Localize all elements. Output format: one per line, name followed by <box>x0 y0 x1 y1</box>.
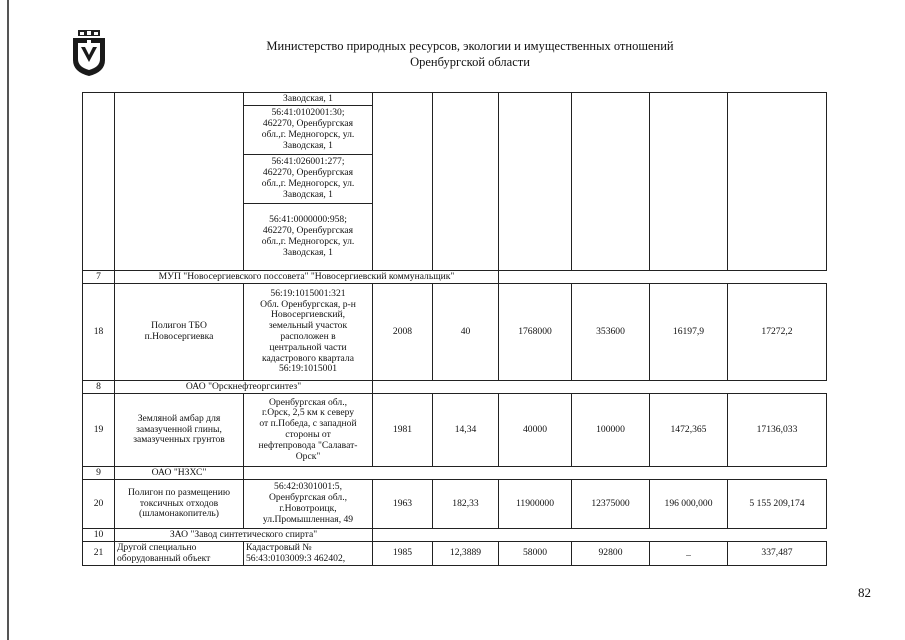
table-row <box>83 93 827 106</box>
value-cell: 40000 <box>499 394 572 467</box>
address-cell: Оренбургская обл., г.Орск, 2,5 км к северу от п.Победа, с западной стороны от нефтепровода "Салават- Орск" <box>244 394 373 467</box>
year-cell: 2008 <box>373 284 433 381</box>
site-name-cell: Полигон по размещению токсичных отходов (шламонакопитель) <box>115 480 244 529</box>
value-cell: 337,487 <box>728 542 827 566</box>
section-number: 10 <box>83 529 115 542</box>
value-cell: 92800 <box>572 542 650 566</box>
year-cell: 1985 <box>373 542 433 566</box>
value-cell: 196 000,000 <box>650 480 728 529</box>
header-region: Оренбургской области <box>410 55 530 69</box>
value-cell: 12375000 <box>572 480 650 529</box>
section-number: 7 <box>83 271 115 284</box>
section-row <box>83 529 827 542</box>
page-number: 82 <box>858 585 871 600</box>
section-title: ОАО "Орскнефтеоргсинтез" <box>115 381 373 394</box>
section-title: ОАО "НЗХС" <box>115 467 244 480</box>
year-cell: 1963 <box>373 480 433 529</box>
value-cell: 11900000 <box>499 480 572 529</box>
site-name-cell: Другой специально оборудованный объект <box>115 542 244 566</box>
year-cell: 1981 <box>373 394 433 467</box>
address-cell: 56:42:0301001:5, Оренбургская обл., г.Новотроицк, ул.Промышленная, 49 <box>244 480 373 529</box>
section-row <box>83 271 827 284</box>
coat-of-arms-icon <box>72 30 106 76</box>
section-number: 8 <box>83 381 115 394</box>
address-cell: 56:41:026001:277; 462270, Оренбургская обл.,г. Медногорск, ул. Заводская, 1 <box>244 155 373 204</box>
value-cell: 353600 <box>572 284 650 381</box>
value-cell: 58000 <box>499 542 572 566</box>
scan-edge <box>7 0 9 640</box>
value-cell: 1472,365 <box>650 394 728 467</box>
header-ministry: Министерство природных ресурсов, экологии и имущественных отношений <box>266 39 674 53</box>
table-row <box>83 480 827 529</box>
address-cell: Заводская, 1 <box>244 93 373 106</box>
value-cell: _ <box>650 542 728 566</box>
value-cell: 16197,9 <box>650 284 728 381</box>
area-cell: 40 <box>433 284 499 381</box>
section-row <box>83 381 827 394</box>
address-cell: 56:41:0102001:30; 462270, Оренбургская обл.,г. Медногорск, ул. Заводская, 1 <box>244 106 373 155</box>
area-cell: 12,3889 <box>433 542 499 566</box>
address-cell: 56:19:1015001:321 Обл. Оренбургская, р-н Новосергиевский, земельный участок расположен в центральной части кадастрового квартала 56:19:1015001 <box>244 284 373 381</box>
value-cell: 5 155 209,174 <box>728 480 827 529</box>
row-number: 21 <box>83 542 115 566</box>
table-row <box>83 284 827 381</box>
table-row <box>83 394 827 467</box>
document-header <box>230 38 710 70</box>
row-number: 20 <box>83 480 115 529</box>
address-cell: 56:41:0000000:958; 462270, Оренбургская обл.,г. Медногорск, ул. Заводская, 1 <box>244 204 373 271</box>
row-number: 18 <box>83 284 115 381</box>
section-row <box>83 467 827 480</box>
row-number: 19 <box>83 394 115 467</box>
waste-sites-table <box>82 92 827 566</box>
value-cell: 17136,033 <box>728 394 827 467</box>
value-cell: 1768000 <box>499 284 572 381</box>
value-cell: 17272,2 <box>728 284 827 381</box>
address-cell: Кадастровый № 56:43:0103009:3 462402, <box>244 542 373 566</box>
section-title: МУП "Новосергиевского поссовета" "Новосергиевский коммунальщик" <box>115 271 499 284</box>
section-number: 9 <box>83 467 115 480</box>
value-cell: 100000 <box>572 394 650 467</box>
table-row <box>83 542 827 566</box>
section-title: ЗАО "Завод синтетического спирта" <box>115 529 373 542</box>
site-name-cell: Земляной амбар для замазученной глины, замазученных грунтов <box>115 394 244 467</box>
site-name-cell: Полигон ТБО п.Новосергиевка <box>115 284 244 381</box>
area-cell: 182,33 <box>433 480 499 529</box>
area-cell: 14,34 <box>433 394 499 467</box>
